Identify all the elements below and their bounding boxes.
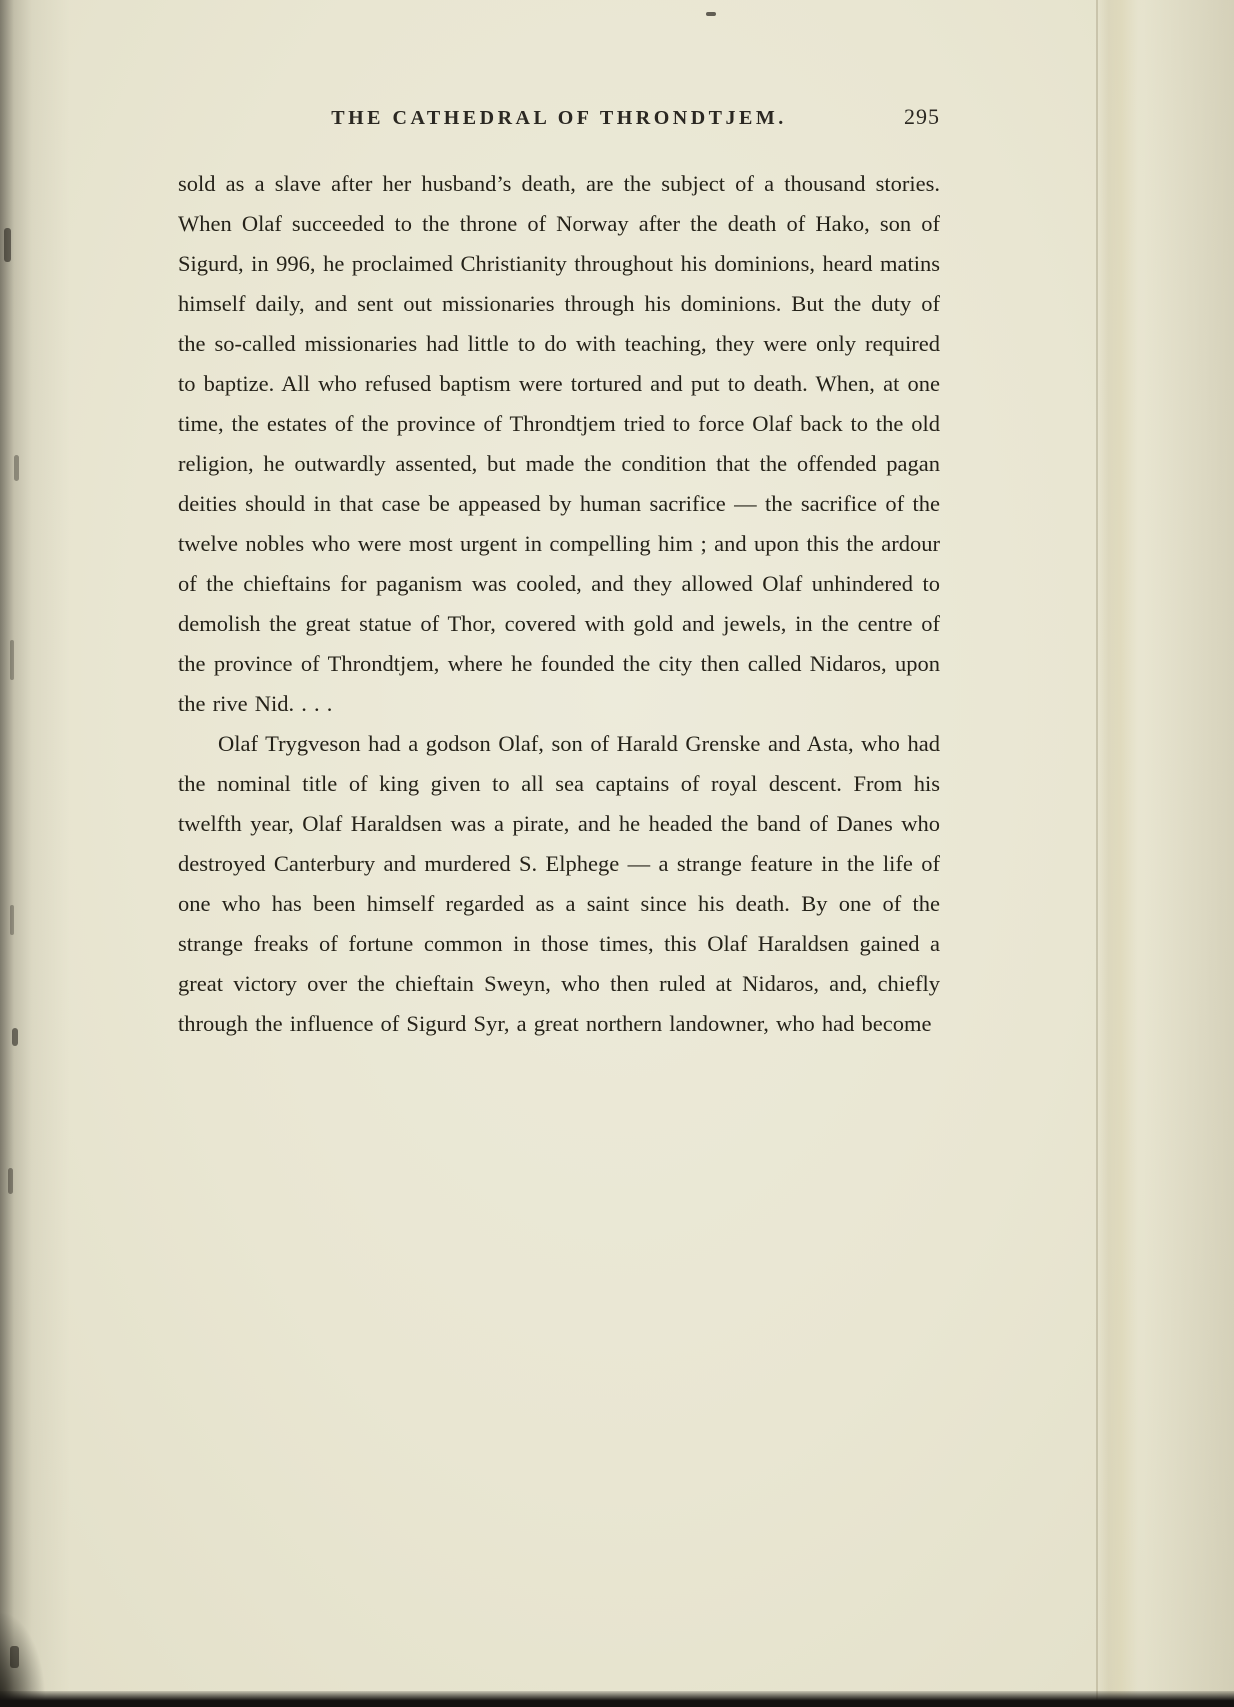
page-number: 295 (904, 104, 940, 129)
scan-artifact-corner (0, 1611, 46, 1701)
text-column (178, 104, 940, 1044)
body-text (178, 164, 940, 1044)
page-header-title: THE CATHEDRAL OF THRONDTJEM. (331, 107, 787, 129)
binding-mark (12, 1028, 18, 1046)
binding-mark (10, 905, 14, 935)
binding-mark (14, 455, 19, 481)
scan-artifact-dash (706, 12, 716, 16)
paragraph: Olaf Trygveson had a godson Olaf, son of Harald Grenske and Asta, who had the nominal title of king given to all sea captains of royal descent. From his twelfth year, Olaf Haraldsen was a pirate, and he headed the band of Danes who destroyed Canterbury and murdered S. Elphege — a strange feature in the life of one who has been himself regarded as a saint since his death. By one of the strange freaks of fortune common in those times, this Olaf Haraldsen gained a great victory over the chieftain Sweyn, who then ruled at Nidaros, and, chiefly through the influence of Sigurd Syr, a great northern landowner, who had become (178, 731, 940, 1036)
running-head (178, 104, 940, 130)
page-edge-band (1096, 0, 1138, 1707)
page-edge-line (1096, 0, 1098, 1707)
binding-mark (8, 1168, 13, 1194)
scan-bottom-bar (0, 1691, 1234, 1707)
binding-mark (4, 228, 11, 262)
binding-mark (10, 640, 14, 680)
paragraph: sold as a slave after her husband’s death, are the subject of a thousand stories. When Olaf succeeded to the throne of Norway after the death of Hako, son of Sigurd, in 996, he proclaimed Christianity throughout his dominions, heard matins himself daily, and sent out missionaries through his dominions. But the duty of the so-called missionaries had little to do with teaching, they were only required to baptize. All who refused baptism were tortured and put to death. When, at one time, the estates of the province of Throndtjem tried to force Olaf back to the old religion, he outwardly assented, but made the condition that the offended pagan deities should in that case be appeased by human sacrifice — the sacrifice of the twelve nobles who were most urgent in compelling him ; and upon this the ardour of the chieftains for paganism was cooled, and they allowed Olaf unhindered to demolish the great statue of Thor, covered with gold and jewels, in the centre of the province of Throndtjem, where he founded the city then called Nidaros, upon the rive Nid. . . . (178, 171, 940, 716)
